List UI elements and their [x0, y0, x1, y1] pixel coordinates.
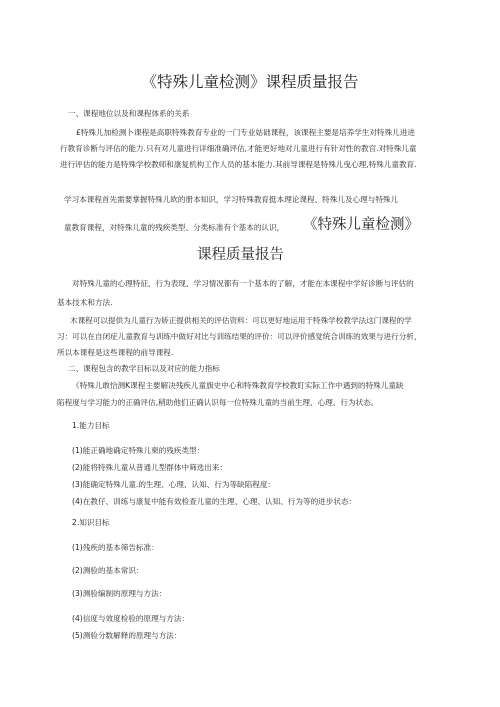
paragraph-3-line-2: 基本技术和方法.: [57, 298, 113, 307]
section-1-heading: 一、课程地位以及和课程体系的关系: [68, 109, 190, 118]
paragraph-4-line-3: 所以本课程是这些课程的前导课程.: [57, 348, 174, 357]
paragraph-2-line-2: 童教育课程，对特殊儿童的残疾类型、分类标准有个基本的认识，: [64, 223, 285, 232]
goal-2-item-1: (1)残疾的基本筛告标准：: [72, 543, 159, 552]
paragraph-4-line-1: 木课程可以提供为儿童行为矫正提供相关的评估资料：可以更好地运用于特殊学校教学法这门课程的学: [70, 316, 412, 325]
goal-2-item-5: (5)测验分数解释的原理与方法：: [72, 631, 182, 640]
goal-2-item-2: (2)测验的基本常识：: [72, 566, 144, 575]
goal-1-heading: 1.能力目标: [72, 421, 110, 430]
section-2-heading: 二、课程包含的教学目标以及对应的能力指标: [68, 364, 220, 373]
document-title: 《特殊儿童检测》课程质量报告: [141, 73, 359, 91]
paragraph-2-line-1: 学习本课程首先需要掌握特殊儿欧的册本知识，学习特殊教育挺本理论课程、特殊儿及心理与特殊儿: [64, 195, 399, 204]
goal-2-item-3: (3)测验编制的原理与方法：: [72, 589, 167, 598]
repeated-title-part-2: 课程质量报告: [197, 247, 284, 263]
paragraph-4-line-2: 习：可以在自闭症儿童教育与训练中做好对比与训练结果的评价：可以评价感觉统合训练的效果与进行分析，: [57, 332, 422, 341]
goal-1-item-1: (1)能正确地确定特殊儿柬的残疾类型：: [72, 446, 205, 455]
paragraph-5-line-2: 陷程度与学习能力的正确评估,稍助他们正确认识每一位特殊儿童的当前生理、心理、行为状态。: [57, 398, 379, 407]
paragraph-3-line-1: 对特殊儿童的心理特征、行为表现、学习情况都有一个基本的了解，才能在本课程中学好诊断与评估的: [72, 279, 414, 288]
goal-2-heading: 2.知识目标: [72, 518, 110, 527]
goal-1-item-4: (4)在教仔、训练与康复中能有效检查儿童的生理、心理、认知、行为等的进步状态：: [72, 497, 357, 506]
paragraph-1-line-2: 行教育诊断与评估的能力.只有对儿童进行详细准确评估,才能更好地对儿童进行有针对性的教官.对特殊儿童: [60, 144, 417, 153]
paragraph-1-line-3: 进行评估的能力是特殊学校教师和康复机构工作人员的基本能力.其前导课程是特殊儿曳心理,特殊儿童教育.: [60, 160, 417, 169]
repeated-title-part-1: 《特殊儿童检测》: [303, 217, 419, 233]
paragraph-1-line-1: £特殊儿加检测卜课程是高职特殊教育专业的一门专业姑础课程，该课程主要是培养学生对特殊儿进进: [76, 128, 415, 137]
paragraph-5-line-1: 《特殊儿敢恰测K课程主要解决残疾儿童旗史中心和特殊教育学校教盯实际工作中遇到的特殊儿童缺: [72, 381, 404, 390]
goal-1-item-2: (2)能将特殊儿童从普通儿型群体中筛选出来：: [72, 463, 228, 472]
goal-2-item-4: (4)信度与效度检验的原理与方法：: [72, 614, 190, 623]
goal-1-item-3: (3)能确定特殊儿童.的生理、心理、认知、行为等缺陷程度：: [72, 480, 276, 489]
